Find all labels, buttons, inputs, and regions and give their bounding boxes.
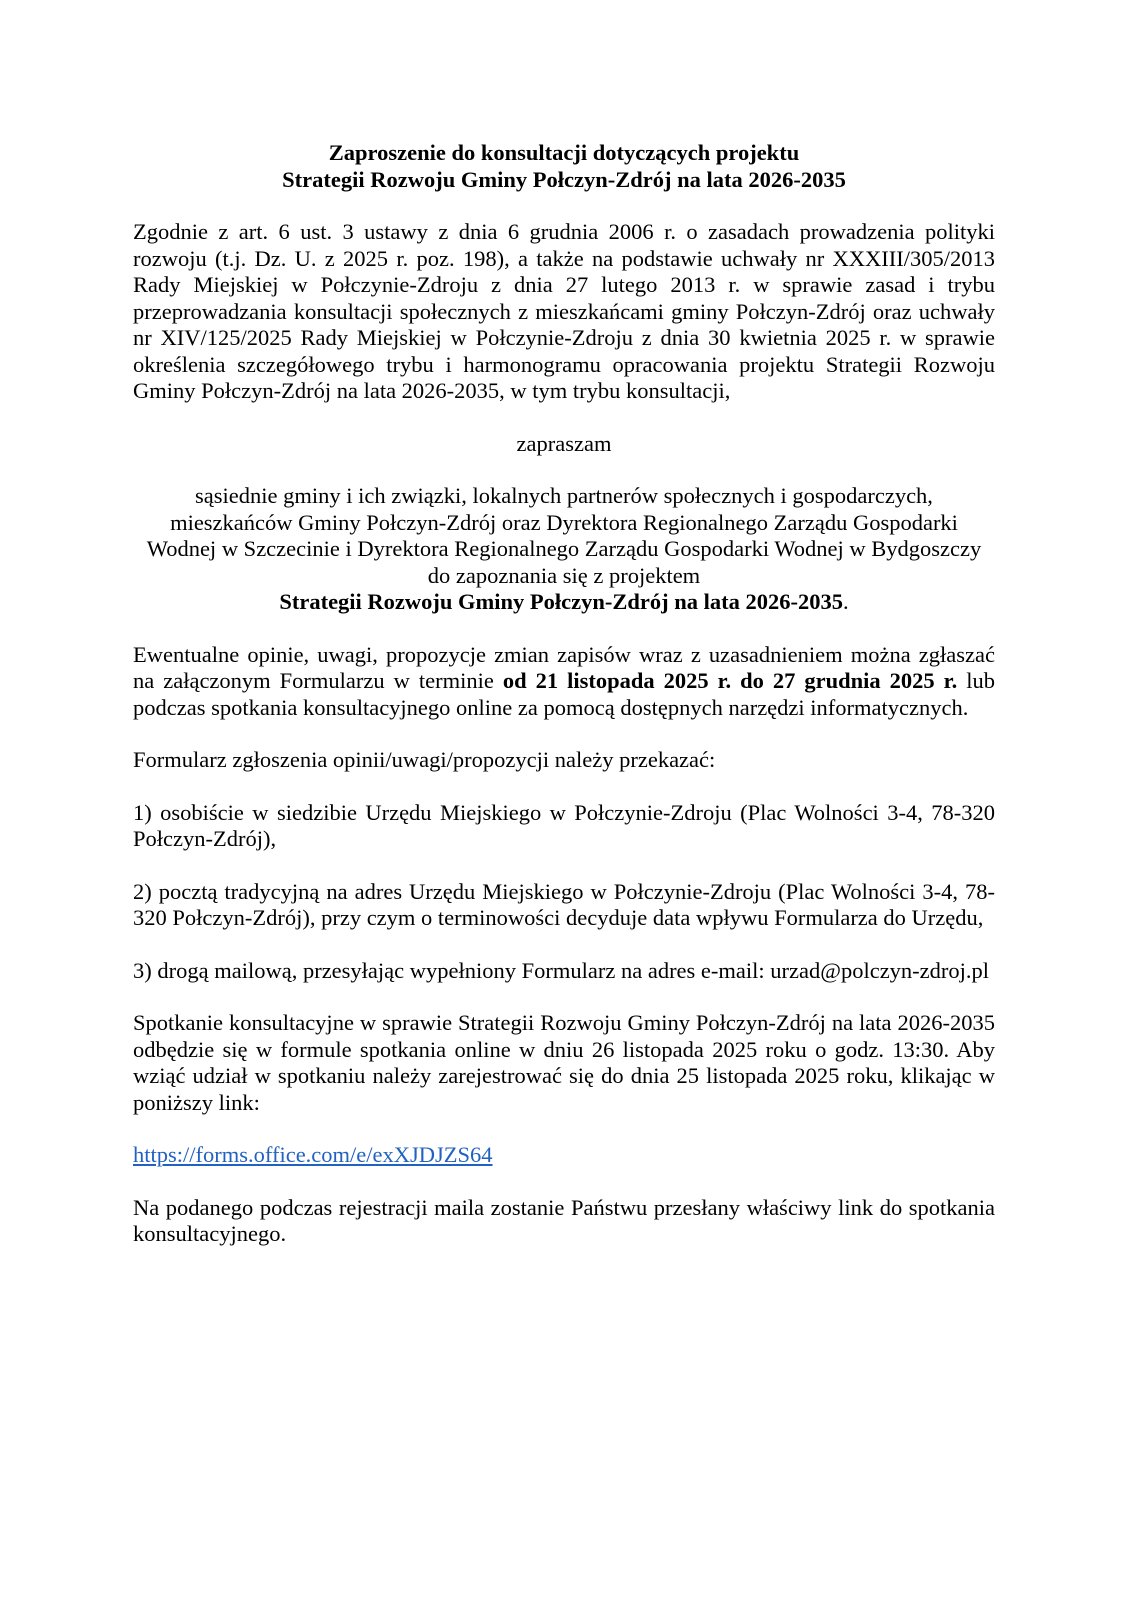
link-paragraph [133,1142,995,1169]
invitees-strategy-line [133,589,995,616]
invitees-strategy-period: . [843,589,849,614]
opinions-paragraph [133,642,995,722]
invitees-line-3: Wodnej w Szczecinie i Dyrektora Regionalnego Zarządu Gospodarki Wodnej w Bydgoszczy [146,536,982,561]
document-title-line1: Zaproszenie do konsultacji dotyczących projektu [328,140,800,165]
meeting-paragraph: Spotkanie konsultacyjne w sprawie Strategii Rozwoju Gminy Połczyn-Zdrój na lata 2026-2035 odbędzie się w formule spotkania online w dniu 26 listopada 2025 roku o godz. 13:30. Aby wziąć udział w spotkaniu należy zarejestrować się do dnia 25 listopada 2025 roku, klikając w poniższy link: [133,1010,995,1115]
invitees-line-1: sąsiednie gminy i ich związki, lokalnych partnerów społecznych i gospodarczych, [195,483,933,508]
registration-link[interactable]: https://forms.office.com/e/exXJDJZS64 [133,1142,493,1167]
delivery-option-1: 1) osobiście w siedzibie Urzędu Miejskiego w Połczynie-Zdroju (Plac Wolności 3-4, 78-320 Połczyn-Zdrój), [133,799,995,851]
invitees-strategy-bold: Strategii Rozwoju Gminy Połczyn-Zdrój na lata 2026-2035 [279,589,844,614]
delivery-option-3: 3) drogą mailową, przesyłając wypełniony Formularz na adres e-mail: urzad@polczyn-zdroj.pl [133,957,990,983]
document-page [133,140,995,1274]
opinions-deadline-bold: od 21 listopada 2025 r. do 27 grudnia 2025 r. [502,668,958,693]
intro-paragraph: Zgodnie z art. 6 ust. 3 ustawy z dnia 6 grudnia 2006 r. o zasadach prowadzenia polityki rozwoju (t.j. Dz. U. z 2025 r. poz. 198), a także na podstawie uchwały nr XXXIII/305/2013 Rady Miejskiej w Połczynie-Zdroju z dnia 27 lutego 2013 r. w sprawie zasad i trybu przeprowadzania konsultacji społecznych z mieszkańcami gminy Połczyn-Zdrój oraz uchwały nr XIV/125/2025 Rady Miejskiej w Połczynie-Zdroju z dnia 30 kwietnia 2025 r. w sprawie określenia szczegółowego trybu i harmonogramu opracowania projektu Strategii Rozwoju Gminy Połczyn-Zdrój na lata 2026-2035, w tym trybu konsultacji, [133,219,995,403]
delivery-option-2: 2) pocztą tradycyjną na adres Urzędu Miejskiego w Połczynie-Zdroju (Plac Wolności 3-4, 78-320 Połczyn-Zdrój), przy czym o terminowości decyduje data wpływu Formularza do Urzędu, [133,878,995,930]
opinions-text-post: lub podczas spotkania konsultacyjnego online za pomocą dostępnych narzędzi informatycznych. [133,668,995,720]
document-title-line2: Strategii Rozwoju Gminy Połczyn-Zdrój na lata 2026-2035 [282,166,846,192]
invite-word: zapraszam [516,430,612,456]
invitees-line-2: mieszkańców Gminy Połczyn-Zdrój oraz Dyrektora Regionalnego Zarządu Gospodarki [170,509,958,535]
opinions-text-pre: Ewentualne opinie, uwagi, propozycje zmian zapisów wraz z uzasadnieniem można zgłaszać na załączonym Formularzu w terminie [133,641,995,693]
invitees-block [133,483,995,616]
invitees-line-4: do zapoznania się z projektem [427,562,701,588]
document-title [133,140,995,193]
form-instruction: Formularz zgłoszenia opinii/uwagi/propozycji należy przekazać: [133,747,716,772]
closing-paragraph: Na podanego podczas rejestracji maila zostanie Państwu przesłany właściwy link do spotkania konsultacyjnego. [133,1194,995,1246]
